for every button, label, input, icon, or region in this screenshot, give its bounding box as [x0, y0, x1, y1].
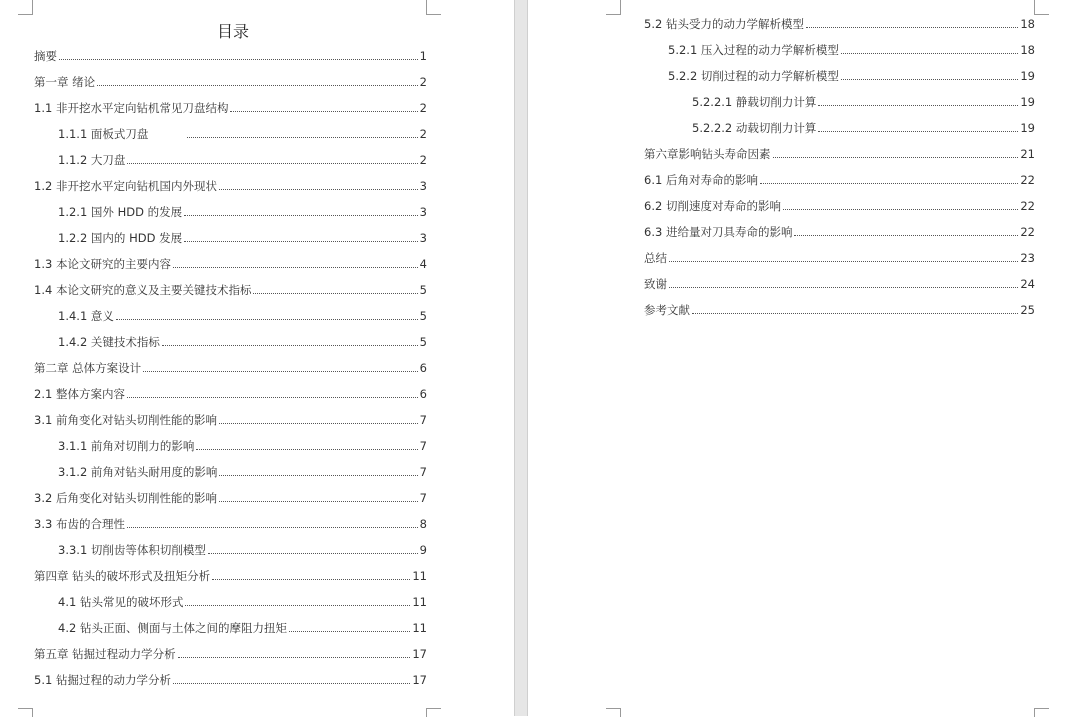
toc-page-number: 19: [1020, 121, 1035, 135]
crop-mark: [606, 0, 621, 15]
toc-page-number: 11: [412, 621, 427, 635]
toc-entry-label: 3.1 前角变化对钻头切削性能的影响: [34, 413, 217, 427]
toc-entry-label: 3.1.1 前角对切削力的影响: [58, 439, 195, 453]
toc-entry-label: 2.1 整体方案内容: [34, 387, 125, 401]
toc-entry-label: 6.2 切削速度对寿命的影响: [644, 199, 781, 213]
toc-entry[interactable]: [58, 463, 427, 481]
toc-entry-label: 1.4.2 关键技术指标: [58, 335, 160, 349]
toc-page-number: 7: [419, 491, 427, 505]
toc-page-number: 3: [419, 205, 427, 219]
toc-page-number: 6: [419, 361, 427, 375]
toc-page-number: 8: [419, 517, 427, 531]
toc-dot-leader: [162, 345, 418, 346]
toc-entry[interactable]: [58, 619, 427, 637]
toc-dot-leader: [59, 59, 418, 60]
toc-page-number: 9: [419, 543, 427, 557]
crop-mark: [18, 0, 33, 15]
toc-entry-label: 1.2 非开挖水平定向钻机国内外现状: [34, 179, 217, 193]
toc-entry-label: 致谢: [644, 277, 667, 291]
toc-entry-label: 参考文献: [644, 303, 690, 317]
toc-dot-leader: [669, 261, 1018, 262]
toc-entry-label: 1.3 本论文研究的主要内容: [34, 257, 171, 271]
toc-page-number: 22: [1020, 173, 1035, 187]
toc-entry[interactable]: [58, 593, 427, 611]
toc-dot-leader: [253, 293, 417, 294]
toc-page-number: 21: [1020, 147, 1035, 161]
toc-entry[interactable]: [668, 41, 1035, 59]
toc-entry[interactable]: [34, 47, 427, 65]
toc-entry-label: 4.1 钻头常见的破坏形式: [58, 595, 184, 609]
toc-entry-label: 第六章影响钻头寿命因素: [644, 147, 771, 161]
toc-dot-leader: [230, 111, 417, 112]
toc-dot-leader: [289, 631, 410, 632]
toc-dot-leader: [794, 235, 1018, 236]
toc-dot-leader: [184, 215, 418, 216]
toc-entry-label: 1.2.2 国内的 HDD 发展: [58, 231, 183, 245]
toc-dot-leader: [184, 241, 418, 242]
toc-page-number: 3: [419, 231, 427, 245]
toc-entry[interactable]: [58, 151, 427, 169]
crop-mark: [1034, 0, 1049, 15]
toc-page-number: 3: [419, 179, 427, 193]
toc-dot-leader: [185, 605, 410, 606]
toc-page-number: 17: [412, 673, 427, 687]
toc-entry-label: 5.2.2 切削过程的动力学解析模型: [668, 69, 839, 83]
toc-title: 目录: [216, 22, 249, 41]
toc-entry-label: 第一章 绪论: [34, 75, 96, 89]
toc-page-number: 11: [412, 569, 427, 583]
toc-dot-leader: [806, 27, 1018, 28]
toc-entry-label: 摘要: [34, 49, 57, 63]
toc-dot-leader: [127, 163, 417, 164]
toc-page-number: 7: [419, 413, 427, 427]
toc-entry-label: 5.1 钻掘过程的动力学分析: [34, 673, 171, 687]
toc-page-number: 2: [419, 127, 427, 141]
toc-dot-leader: [173, 267, 418, 268]
toc-entry[interactable]: [644, 15, 1035, 33]
toc-dot-leader: [173, 683, 410, 684]
toc-page-number: 22: [1020, 199, 1035, 213]
toc-page-number: 2: [419, 75, 427, 89]
toc-page-number: 19: [1020, 69, 1035, 83]
crop-mark: [426, 0, 441, 15]
toc-entry-label: 1.4 本论文研究的意义及主要关键技术指标: [34, 283, 252, 297]
document-page-left: [0, 0, 514, 716]
toc-entry[interactable]: [34, 645, 427, 663]
toc-entry[interactable]: [34, 359, 427, 377]
toc-entry[interactable]: [644, 275, 1035, 293]
page-gutter: [514, 0, 528, 716]
toc-dot-leader: [219, 423, 418, 424]
toc-entry-label: 第二章 总体方案设计: [34, 361, 142, 375]
toc-entry[interactable]: [34, 489, 427, 507]
toc-dot-leader: [760, 183, 1018, 184]
toc-page-number: 11: [412, 595, 427, 609]
toc-dot-leader: [841, 53, 1018, 54]
toc-dot-leader: [669, 287, 1018, 288]
toc-entry-label: 1.4.1 意义: [58, 309, 114, 323]
toc-page-number: 2: [419, 153, 427, 167]
toc-entry-label: 1.1.1 面板式刀盘: [58, 127, 185, 141]
toc-entry-label: 第五章 钻掘过程动力学分析: [34, 647, 176, 661]
toc-page-number: 18: [1020, 17, 1035, 31]
toc-dot-leader: [97, 85, 418, 86]
toc-page-number: 5: [419, 309, 427, 323]
toc-entry-label: 1.1 非开挖水平定向钻机常见刀盘结构: [34, 101, 229, 115]
toc-dot-leader: [208, 553, 418, 554]
toc-page-number: 6: [419, 387, 427, 401]
toc-entry-label: 3.3 布齿的合理性: [34, 517, 125, 531]
toc-entry-label: 6.3 进给量对刀具寿命的影响: [644, 225, 793, 239]
toc-page-number: 24: [1020, 277, 1035, 291]
toc-page-number: 1: [419, 49, 427, 63]
document-page-right: [528, 0, 1084, 716]
toc-page-number: 7: [419, 465, 427, 479]
toc-entry-label: 5.2.2.1 静载切削力计算: [692, 95, 817, 109]
toc-dot-leader: [196, 449, 417, 450]
toc-dot-leader: [219, 475, 417, 476]
toc-entry[interactable]: [58, 125, 427, 143]
toc-entry[interactable]: [58, 333, 427, 351]
toc-entry-label: 5.2 钻头受力的动力学解析模型: [644, 17, 804, 31]
toc-entry[interactable]: [58, 203, 427, 221]
toc-entry[interactable]: [58, 229, 427, 247]
toc-entry-label: 1.1.2 大刀盘: [58, 153, 126, 167]
toc-entry[interactable]: [644, 171, 1035, 189]
toc-page-number: 5: [419, 283, 427, 297]
toc-entry[interactable]: [34, 281, 427, 299]
toc-dot-leader: [692, 313, 1018, 314]
toc-entry[interactable]: [34, 411, 427, 429]
toc-dot-leader: [116, 319, 418, 320]
toc-entry[interactable]: [692, 119, 1035, 137]
toc-dot-leader: [212, 579, 410, 580]
toc-entry[interactable]: [644, 223, 1035, 241]
toc-entry[interactable]: [34, 515, 427, 533]
toc-dot-leader: [818, 131, 1018, 132]
toc-dot-leader: [143, 371, 418, 372]
toc-entry[interactable]: [34, 73, 427, 91]
toc-entry-label: 3.2 后角变化对钻头切削性能的影响: [34, 491, 217, 505]
toc-dot-leader: [127, 397, 418, 398]
toc-entry[interactable]: [58, 307, 427, 325]
toc-dot-leader: [178, 657, 411, 658]
toc-page-number: 17: [412, 647, 427, 661]
toc-page-number: 2: [419, 101, 427, 115]
toc-entry[interactable]: [644, 249, 1035, 267]
toc-page-number: 19: [1020, 95, 1035, 109]
toc-entry-label: 5.2.2.2 动载切削力计算: [692, 121, 817, 135]
toc-dot-leader: [219, 189, 418, 190]
toc-page-number: 25: [1020, 303, 1035, 317]
toc-page-number: 18: [1020, 43, 1035, 57]
toc-page-number: 22: [1020, 225, 1035, 239]
toc-entry[interactable]: [34, 385, 427, 403]
toc-entry-label: 3.1.2 前角对钻头耐用度的影响: [58, 465, 218, 479]
toc-entry[interactable]: [644, 197, 1035, 215]
toc-entry-label: 3.3.1 切削齿等体积切削模型: [58, 543, 206, 557]
toc-dot-leader: [187, 137, 418, 138]
toc-page-number: 23: [1020, 251, 1035, 265]
toc-entry-label: 6.1 后角对寿命的影响: [644, 173, 758, 187]
toc-entry[interactable]: [668, 67, 1035, 85]
toc-dot-leader: [783, 209, 1018, 210]
toc-entry[interactable]: [34, 671, 427, 689]
toc-entry[interactable]: [34, 177, 427, 195]
toc-entry-label: 1.2.1 国外 HDD 的发展: [58, 205, 183, 219]
toc-entry[interactable]: [34, 255, 427, 273]
toc-entry-label: 5.2.1 压入过程的动力学解析模型: [668, 43, 839, 57]
toc-entry-label: 第四章 钻头的破坏形式及扭矩分析: [34, 569, 211, 583]
toc-entry[interactable]: [58, 437, 427, 455]
toc-dot-leader: [127, 527, 418, 528]
toc-page-number: 7: [419, 439, 427, 453]
toc-dot-leader: [818, 105, 1018, 106]
toc-entry[interactable]: [692, 93, 1035, 111]
toc-entry[interactable]: [58, 541, 427, 559]
toc-entry[interactable]: [644, 145, 1035, 163]
toc-entry[interactable]: [34, 567, 427, 585]
toc-dot-leader: [773, 157, 1019, 158]
toc-entry-label: 4.2 钻头正面、侧面与土体之间的摩阻力扭矩: [58, 621, 287, 635]
toc-entry[interactable]: [644, 301, 1035, 319]
toc-page-number: 4: [419, 257, 427, 271]
toc-entry[interactable]: [34, 99, 427, 117]
toc-page-number: 5: [419, 335, 427, 349]
toc-dot-leader: [219, 501, 418, 502]
toc-dot-leader: [841, 79, 1018, 80]
toc-entry-label: 总结: [644, 251, 667, 265]
